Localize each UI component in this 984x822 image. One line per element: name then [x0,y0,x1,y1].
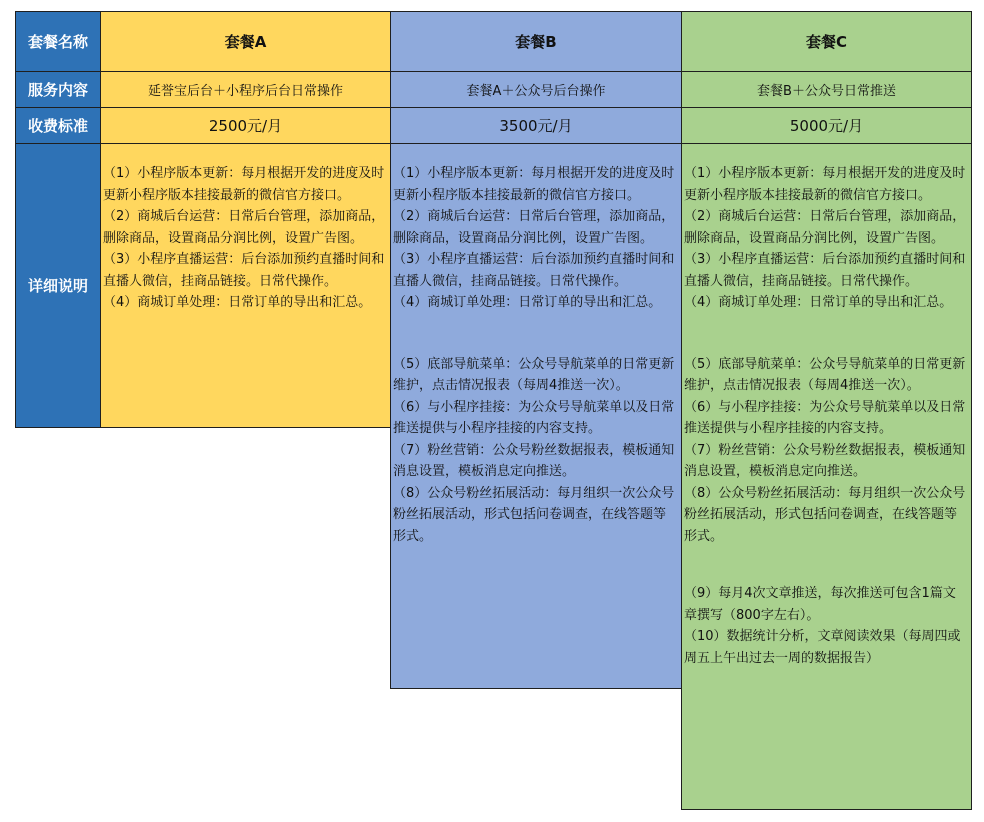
plan-b-name: 套餐B [390,11,682,72]
plan-c-detail-6: （6）与小程序挂接：为公众号导航菜单以及日常推送提供与小程序挂接的内容支持。 [684,399,966,436]
plan-a-service: 延誉宝后台＋小程序后台日常操作 [100,71,391,108]
plan-c-detail-2: （2）商城后台运营：日常后台管理，添加商品，删除商品，设置商品分润比例，设置广告图。 [684,209,966,246]
plan-c-service: 套餐B＋公众号日常推送 [681,71,972,108]
plan-a-details [100,143,391,428]
plan-a-detail-1: （1）小程序版本更新：每月根据开发的进度及时更新小程序版本挂接最新的微信官方接口。 [103,166,385,203]
plan-a-price: 2500元/月 [100,107,391,144]
plan-c-detail-7: （7）粉丝营销：公众号粉丝数据报表，模板通知消息设置，模板消息定向推送。 [684,442,966,479]
plan-b-detail-4: （4）商城订单处理：日常订单的导出和汇总。 [393,295,662,310]
plan-c-detail-4: （4）商城订单处理：日常订单的导出和汇总。 [684,295,953,310]
label-service: 服务内容 [15,71,101,108]
plan-b-price: 3500元/月 [390,107,682,144]
plan-c-detail-5: （5）底部导航菜单：公众号导航菜单的日常更新维护，点击情况报表（每周4推送一次）。 [684,356,966,393]
plan-c-detail-9: （9）每月4次文章推送，每次推送可包含1篇文章撰写（800字左右）。 [684,586,956,623]
label-plan-name: 套餐名称 [15,11,101,72]
plan-c-detail-1: （1）小程序版本更新：每月根据开发的进度及时更新小程序版本挂接最新的微信官方接口。 [684,166,966,203]
plan-a-detail-2: （2）商城后台运营：日常后台管理，添加商品，删除商品，设置商品分润比例，设置广告图。 [103,209,385,246]
plan-b-detail-7: （7）粉丝营销：公众号粉丝数据报表，模板通知消息设置，模板消息定向推送。 [393,442,675,479]
plan-c-detail-8: （8）公众号粉丝拓展活动：每月组织一次公众号粉丝拓展活动，形式包括问卷调查，在线答题等形式。 [684,485,966,544]
plan-c-name: 套餐C [681,11,972,72]
plan-c-price: 5000元/月 [681,107,972,144]
plan-b-details [390,143,682,689]
label-detail: 详细说明 [15,143,101,428]
plan-b-detail-3: （3）小程序直播运营：后台添加预约直播时间和直播人微信，挂商品链接。日常代操作。 [393,252,675,289]
plan-c-details [681,143,972,810]
plan-c-detail-3: （3）小程序直播运营：后台添加预约直播时间和直播人微信，挂商品链接。日常代操作。 [684,252,966,289]
plan-b-detail-5: （5）底部导航菜单：公众号导航菜单的日常更新维护，点击情况报表（每周4推送一次）。 [393,356,675,393]
plan-b-detail-6: （6）与小程序挂接：为公众号导航菜单以及日常推送提供与小程序挂接的内容支持。 [393,399,675,436]
plan-c-detail-10: （10）数据统计分析，文章阅读效果（每周四或周五上午出过去一周的数据报告） [684,629,961,666]
plan-b-detail-2: （2）商城后台运营：日常后台管理，添加商品，删除商品，设置商品分润比例，设置广告图。 [393,209,675,246]
plan-a-detail-3: （3）小程序直播运营：后台添加预约直播时间和直播人微信，挂商品链接。日常代操作。 [103,252,385,289]
plan-a-detail-4: （4）商城订单处理：日常订单的导出和汇总。 [103,295,372,310]
label-fee: 收费标准 [15,107,101,144]
plan-b-service: 套餐A＋公众号后台操作 [390,71,682,108]
plan-b-detail-1: （1）小程序版本更新：每月根据开发的进度及时更新小程序版本挂接最新的微信官方接口。 [393,166,675,203]
plan-a-name: 套餐A [100,11,391,72]
plan-b-detail-8: （8）公众号粉丝拓展活动：每月组织一次公众号粉丝拓展活动，形式包括问卷调查，在线答题等形式。 [393,485,675,544]
